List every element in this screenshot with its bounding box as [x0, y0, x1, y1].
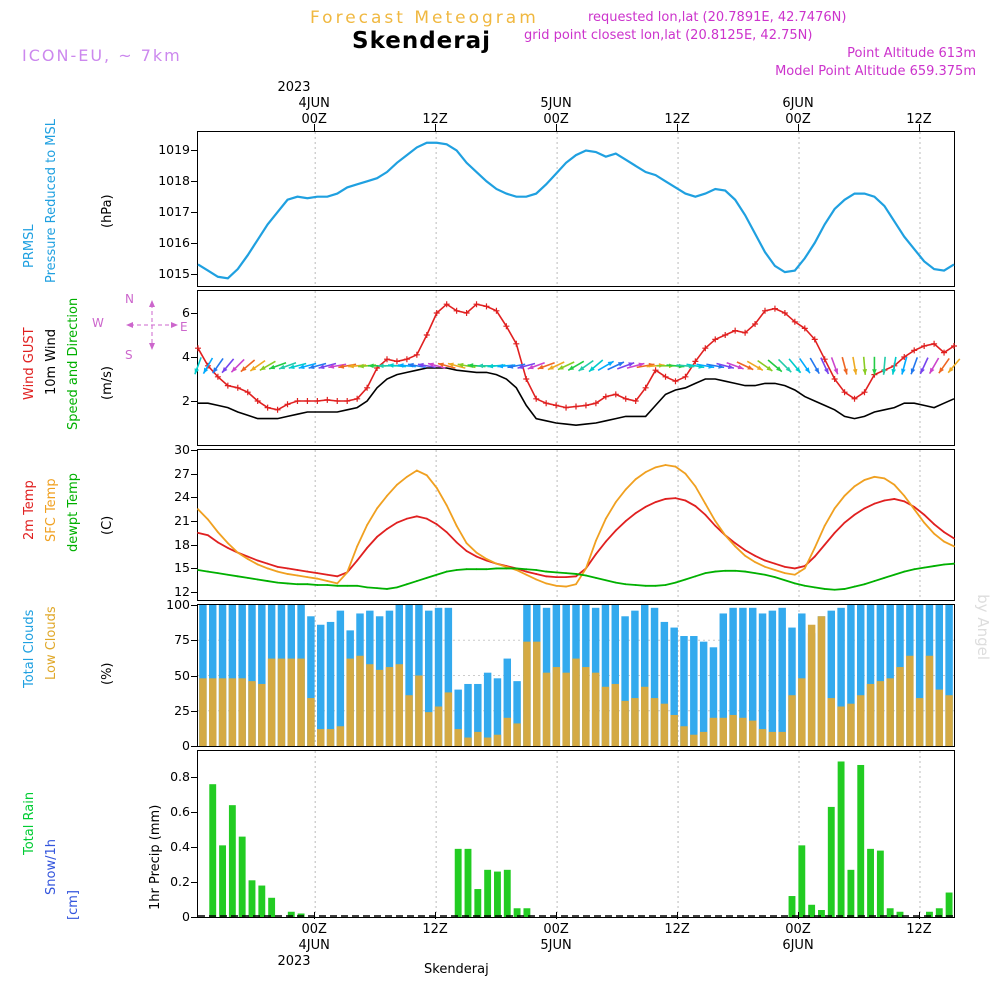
panel-temp-label-sfc: SFC Temp [44, 478, 59, 542]
axis-tick-mark [191, 521, 197, 522]
bottom-axis-hour-label: 00Z [301, 922, 327, 937]
axis-tick-label: 6 [182, 305, 190, 320]
compass-n-label: N [125, 292, 134, 306]
bottom-axis-tick [314, 912, 315, 919]
panel-temp-label-units: (C) [100, 515, 115, 535]
temperature-plot [198, 450, 954, 600]
compass-e-label: E [180, 320, 188, 334]
bottom-axis-hour-label: 12Z [664, 922, 690, 937]
top-axis-tick [314, 124, 315, 131]
compass-s-label: S [125, 348, 133, 362]
top-axis-hour-label: 00Z [301, 112, 327, 127]
panel-temp-label-dewpt: dewpt Temp [66, 472, 81, 552]
axis-tick-mark [191, 212, 197, 213]
axis-tick-label: 50 [174, 667, 190, 683]
top-axis-day-label: 5JUN [540, 96, 572, 111]
top-axis-day-label: 4JUN [298, 96, 330, 111]
axis-tick-mark [191, 474, 197, 475]
bottom-axis-tick [798, 912, 799, 919]
panel-clouds-label-units: (%) [100, 662, 115, 685]
axis-tick-mark [191, 711, 197, 712]
bottom-axis-tick [677, 912, 678, 919]
axis-tick-label: 27 [174, 465, 190, 481]
axis-tick-label: 2 [182, 393, 190, 408]
axis-tick-mark [191, 357, 197, 358]
axis-tick-mark [191, 545, 197, 546]
axis-tick-label: 1017 [158, 204, 190, 220]
bottom-axis-hour-label: 12Z [906, 922, 932, 937]
wind-compass-rose [110, 292, 190, 358]
axis-tick-label: 0.6 [170, 804, 190, 820]
panel-precip-label-units: 1hr Precip (mm) [148, 804, 163, 910]
panel-precip-label-snow: Snow/1h [44, 839, 59, 895]
axis-tick-mark [191, 777, 197, 778]
bottom-axis-hour-label: 00Z [543, 922, 569, 937]
axis-tick-label: 4 [182, 349, 190, 364]
axis-tick-label: 1018 [158, 173, 190, 189]
top-axis-year: 2023 [277, 80, 311, 95]
gridpoint-lonlat: grid point closest lon,lat (20.8125E, 42.75N) [524, 28, 813, 43]
axis-tick-label: 12 [174, 584, 190, 600]
watermark: by Angel [974, 594, 992, 660]
axis-tick-label: 1016 [158, 234, 190, 250]
panel-clouds [197, 604, 955, 747]
axis-tick-label: 75 [174, 632, 190, 648]
axis-tick-label: 1019 [158, 142, 190, 158]
bottom-axis-tick [919, 912, 920, 919]
axis-tick-label: 0 [182, 909, 190, 924]
axis-tick-label: 0.2 [170, 874, 190, 890]
axis-tick-label: 18 [174, 536, 190, 552]
axis-tick-mark [191, 605, 197, 606]
axis-tick-mark [191, 150, 197, 151]
axis-tick-mark [191, 497, 197, 498]
panel-pressure-label-units: (hPa) [100, 194, 115, 228]
top-axis-day-label: 6JUN [782, 96, 814, 111]
panel-wind-label-10m: 10m Wind [44, 328, 59, 395]
panel-pressure-label-long: Pressure Reduced to MSL [44, 118, 59, 283]
top-axis-tick [798, 124, 799, 131]
top-axis-tick [677, 124, 678, 131]
panel-wind-label-gust: Wind GUST [22, 327, 37, 400]
axis-tick-mark [191, 243, 197, 244]
clouds-plot [198, 605, 954, 746]
top-axis-hour-label: 00Z [785, 112, 811, 127]
bottom-axis-year: 2023 [277, 954, 311, 969]
precip-plot [198, 751, 954, 917]
bottom-axis-tick [435, 912, 436, 919]
panel-wind-label-units: (m/s) [100, 366, 115, 400]
axis-tick-label: 100 [166, 597, 190, 612]
axis-tick-mark [191, 313, 197, 314]
panel-temp-label-2m: 2m Temp [22, 480, 37, 540]
panel-clouds-label-low: Low Clouds [44, 606, 59, 680]
panel-precip [197, 750, 955, 918]
axis-tick-mark [191, 274, 197, 275]
bottom-axis-day-label: 4JUN [298, 938, 330, 953]
top-axis-hour-label: 12Z [664, 112, 690, 127]
bottom-axis-day-label: 5JUN [540, 938, 572, 953]
axis-tick-mark [191, 917, 197, 918]
bottom-axis-hour-label: 12Z [422, 922, 448, 937]
top-axis-tick [919, 124, 920, 131]
axis-tick-label: 24 [174, 489, 190, 505]
axis-tick-mark [191, 847, 197, 848]
top-axis-tick [435, 124, 436, 131]
axis-tick-mark [191, 592, 197, 593]
axis-tick-label: 30 [174, 442, 190, 457]
axis-tick-label: 15 [174, 560, 190, 576]
axis-tick-mark [191, 746, 197, 747]
top-axis-hour-label: 12Z [422, 112, 448, 127]
axis-tick-mark [191, 401, 197, 402]
top-axis-tick [556, 124, 557, 131]
top-axis-hour-label: 12Z [906, 112, 932, 127]
point-altitude: Point Altitude 613m [847, 46, 976, 61]
wind-plot [198, 291, 954, 445]
panel-pressure [197, 131, 955, 287]
forecast-meteogram-label: Forecast Meteogram [310, 8, 539, 28]
bottom-axis-tick [556, 912, 557, 919]
axis-tick-label: 1015 [158, 265, 190, 281]
pressure-plot [198, 132, 954, 286]
page-title: Skenderaj [352, 28, 492, 54]
panel-wind [197, 290, 955, 446]
axis-tick-label: 25 [174, 702, 190, 718]
model-point-altitude: Model Point Altitude 659.375m [775, 64, 976, 79]
axis-tick-label: 0.8 [170, 769, 190, 785]
requested-lonlat: requested lon,lat (20.7891E, 42.7476N) [588, 10, 847, 25]
axis-tick-label: 0 [182, 738, 190, 753]
panel-temperature [197, 449, 955, 601]
footer-station: Skenderaj [424, 962, 489, 977]
axis-tick-label: 21 [174, 513, 190, 529]
panel-wind-label-dir: Speed and Direction [66, 297, 81, 430]
model-name: ICON-EU, ~ 7km [22, 46, 182, 65]
panel-precip-label-cm: [cm] [66, 890, 81, 920]
axis-tick-mark [191, 812, 197, 813]
axis-tick-mark [191, 181, 197, 182]
bottom-axis-day-label: 6JUN [782, 938, 814, 953]
axis-tick-mark [191, 450, 197, 451]
axis-tick-mark [191, 640, 197, 641]
axis-tick-label: 0.4 [170, 839, 190, 855]
axis-tick-mark [191, 568, 197, 569]
panel-precip-label-rain: Total Rain [22, 791, 37, 855]
panel-clouds-label-total: Total Clouds [22, 609, 37, 688]
top-axis-hour-label: 00Z [543, 112, 569, 127]
axis-tick-mark [191, 676, 197, 677]
axis-tick-mark [191, 882, 197, 883]
bottom-axis-hour-label: 00Z [785, 922, 811, 937]
panel-pressure-label-prmsl: PRMSL [22, 224, 37, 268]
compass-w-label: W [92, 316, 104, 330]
